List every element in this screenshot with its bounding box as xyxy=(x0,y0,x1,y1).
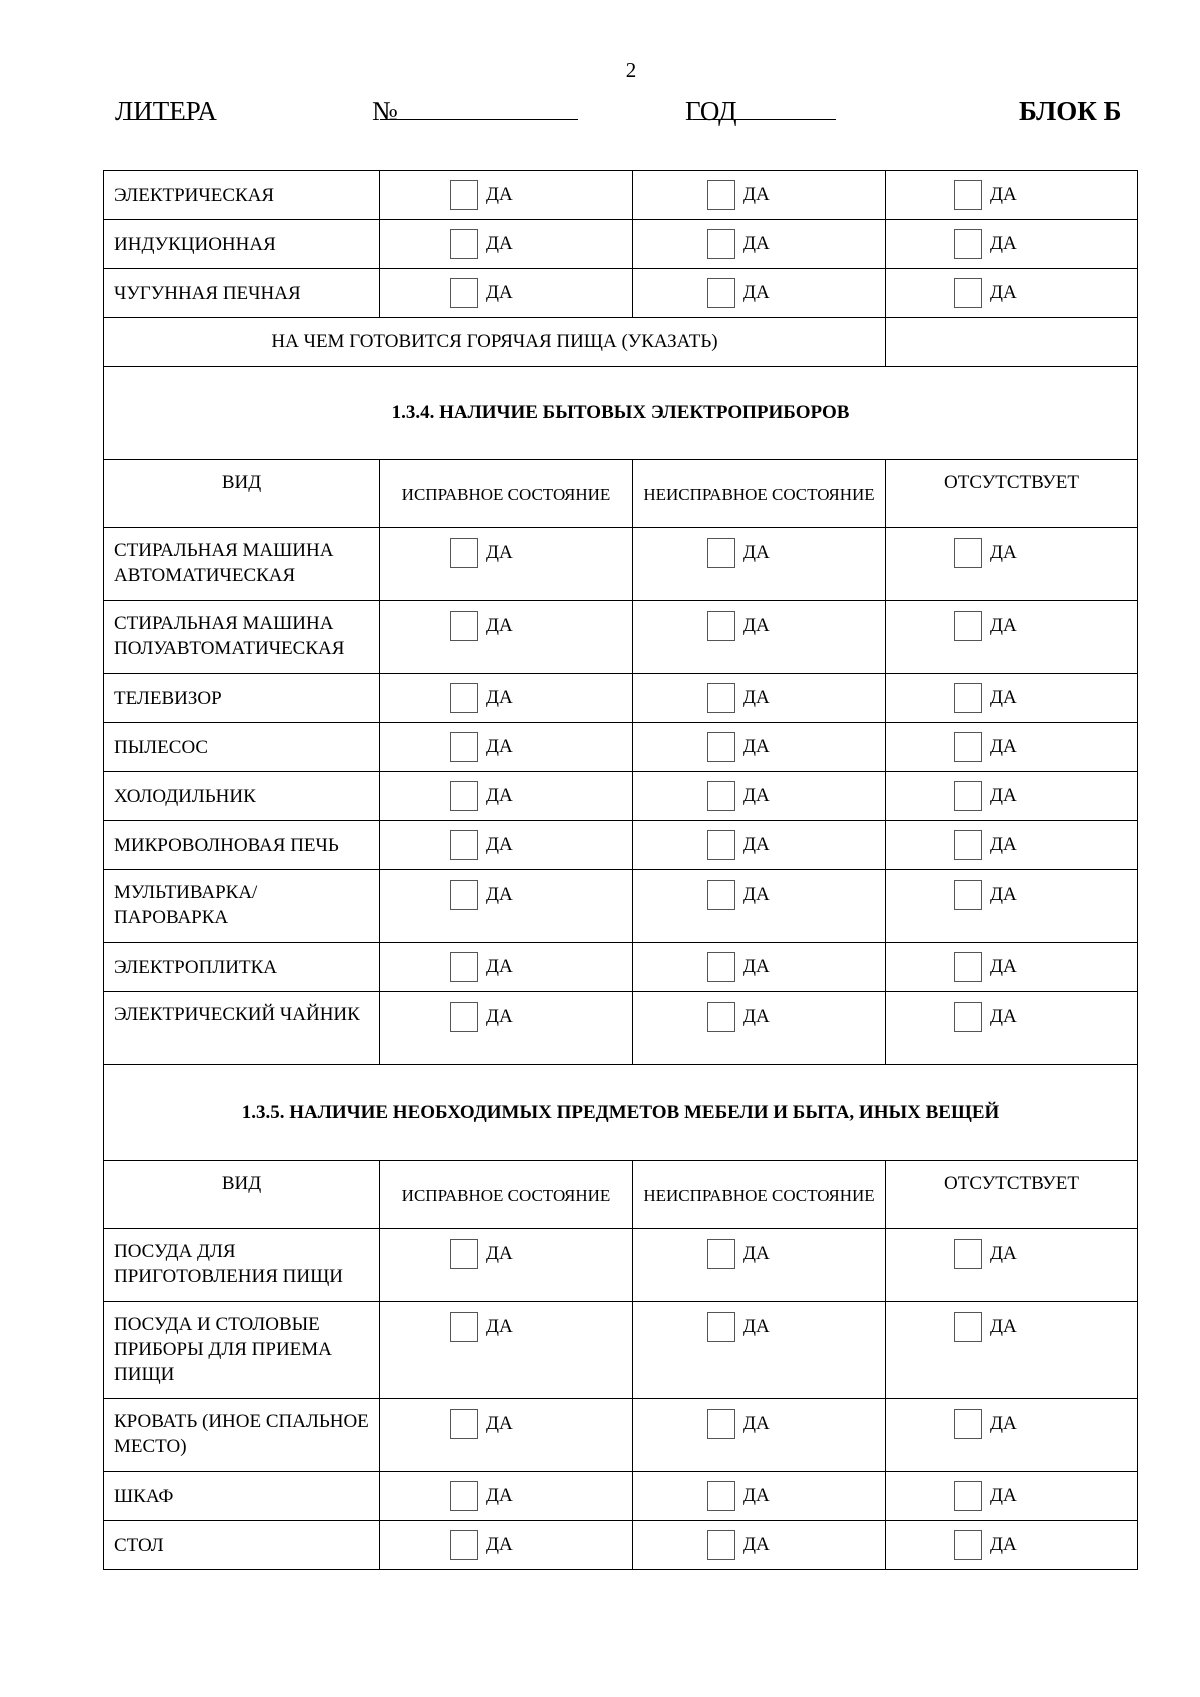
section_134-item-4-faulty-checkbox[interactable] xyxy=(707,732,735,762)
section_134-item-8-working-cell xyxy=(380,943,633,992)
section_134-item-3-working-checkbox[interactable] xyxy=(450,683,478,713)
section_135-title: 1.3.5. НАЛИЧИЕ НЕОБХОДИМЫХ ПРЕДМЕТОВ МЕБЕЛИ И БЫТА, ИНЫХ ВЕЩЕЙ xyxy=(104,1065,1138,1161)
option xyxy=(380,683,632,713)
section_134-item-1-faulty-cell xyxy=(633,528,886,601)
option-label: ДА xyxy=(990,1243,1017,1264)
section_134-item-2-absent-cell xyxy=(886,601,1138,674)
section_135-column-header xyxy=(104,1161,380,1229)
section_134-item-4-faulty-cell xyxy=(633,723,886,772)
section_134-item-8-row xyxy=(104,943,1138,992)
option xyxy=(380,601,632,641)
form-table xyxy=(103,170,1138,1570)
section_135-item-5-faulty-checkbox[interactable] xyxy=(707,1530,735,1560)
option xyxy=(380,1229,632,1269)
section_135-item-3-working-checkbox[interactable] xyxy=(450,1409,478,1439)
option-label: ДА xyxy=(990,687,1017,708)
option xyxy=(886,732,1137,762)
section_134-item-1-row xyxy=(104,528,1138,601)
section_134-item-9-faulty-checkbox[interactable] xyxy=(707,1002,735,1032)
section_135-item-2-working-checkbox[interactable] xyxy=(450,1312,478,1342)
section_134-item-8-absent-checkbox[interactable] xyxy=(954,952,982,982)
section_134-item-7-working-checkbox[interactable] xyxy=(450,880,478,910)
section_135-item-4-absent-cell xyxy=(886,1472,1138,1521)
option xyxy=(633,1302,885,1342)
option xyxy=(380,1530,632,1560)
section_134-item-4-row xyxy=(104,723,1138,772)
stove-3-working-cell xyxy=(380,269,633,318)
option xyxy=(886,601,1137,641)
option xyxy=(886,1399,1137,1439)
section_134-item-4-absent-cell xyxy=(886,723,1138,772)
option xyxy=(380,528,632,568)
section_134-item-1-absent-checkbox[interactable] xyxy=(954,538,982,568)
option xyxy=(886,278,1137,308)
option xyxy=(380,1302,632,1342)
stove-2-label: ИНДУКЦИОННАЯ xyxy=(104,220,380,269)
option-label: ДА xyxy=(990,736,1017,757)
option-label: ДА xyxy=(990,785,1017,806)
option xyxy=(633,870,885,910)
section_134-item-1-working-checkbox[interactable] xyxy=(450,538,478,568)
column-header-text: НЕИСПРАВНОЕ СОСТОЯНИЕ xyxy=(643,485,875,504)
option-label: ДА xyxy=(743,834,770,855)
option-label: ДА xyxy=(990,184,1017,205)
option-label: ДА xyxy=(743,1485,770,1506)
option xyxy=(633,1229,885,1269)
section_135-item-5-working-checkbox[interactable] xyxy=(450,1530,478,1560)
number-field[interactable] xyxy=(380,97,578,120)
stove-2-faulty-cell xyxy=(633,220,886,269)
section_134-item-2-faulty-checkbox[interactable] xyxy=(707,611,735,641)
section_134-item-8-label: ЭЛЕКТРОПЛИТКА xyxy=(104,943,380,992)
section_135-column-header xyxy=(633,1161,886,1229)
stove-2-working-cell xyxy=(380,220,633,269)
section_134-item-6-faulty-checkbox[interactable] xyxy=(707,830,735,860)
option-label: ДА xyxy=(486,233,513,254)
option xyxy=(380,870,632,910)
option-label: ДА xyxy=(990,1006,1017,1027)
option-label: ДА xyxy=(486,736,513,757)
stove-1-absent-cell xyxy=(886,171,1138,220)
section_134-item-5-row xyxy=(104,772,1138,821)
section_134-item-9-label: ЭЛЕКТРИЧЕСКИЙ ЧАЙНИК xyxy=(104,992,380,1065)
section_134-item-3-absent-checkbox[interactable] xyxy=(954,683,982,713)
stove-3-faulty-checkbox[interactable] xyxy=(707,278,735,308)
option xyxy=(886,229,1137,259)
option xyxy=(886,870,1137,910)
option xyxy=(633,992,885,1032)
option xyxy=(633,683,885,713)
stove-3-label: ЧУГУННАЯ ПЕЧНАЯ xyxy=(104,269,380,318)
section_134-column-header xyxy=(380,460,633,528)
option xyxy=(633,732,885,762)
option-label: ДА xyxy=(486,542,513,563)
section_134-item-5-label: ХОЛОДИЛЬНИК xyxy=(104,772,380,821)
section_135-item-4-working-cell xyxy=(380,1472,633,1521)
section_134-item-2-label: СТИРАЛЬНАЯ МАШИНА ПОЛУАВТОМАТИЧЕСКАЯ xyxy=(104,601,380,674)
option-label: ДА xyxy=(486,956,513,977)
option-label: ДА xyxy=(486,884,513,905)
section_135-item-3-faulty-cell xyxy=(633,1399,886,1472)
section_134-item-5-absent-checkbox[interactable] xyxy=(954,781,982,811)
option-label: ДА xyxy=(486,1006,513,1027)
section_135-item-4-working-checkbox[interactable] xyxy=(450,1481,478,1511)
section_134-item-6-row xyxy=(104,821,1138,870)
column-header-text: НЕИСПРАВНОЕ СОСТОЯНИЕ xyxy=(643,1186,875,1205)
stove-2-absent-cell xyxy=(886,220,1138,269)
section_135-item-2-absent-checkbox[interactable] xyxy=(954,1312,982,1342)
page-number: 2 xyxy=(625,58,637,82)
section_134-item-4-working-cell xyxy=(380,723,633,772)
option-label: ДА xyxy=(990,1413,1017,1434)
option-label: ДА xyxy=(990,884,1017,905)
section_134-item-3-faulty-cell xyxy=(633,674,886,723)
section_134-column-header xyxy=(104,460,380,528)
option xyxy=(633,278,885,308)
section_134-item-7-absent-cell xyxy=(886,870,1138,943)
section_135-item-2-row xyxy=(104,1302,1138,1399)
section_134-column-header-row xyxy=(104,460,1138,528)
number-label: № xyxy=(372,96,398,126)
hot-food-label: НА ЧЕМ ГОТОВИТСЯ ГОРЯЧАЯ ПИЩА (УКАЗАТЬ) xyxy=(104,318,886,367)
stove-1-faulty-checkbox[interactable] xyxy=(707,180,735,210)
section_134-item-6-working-checkbox[interactable] xyxy=(450,830,478,860)
option xyxy=(633,601,885,641)
section_135-item-1-row xyxy=(104,1229,1138,1302)
section_134-item-2-row xyxy=(104,601,1138,674)
section_134-item-6-absent-cell xyxy=(886,821,1138,870)
stove-3-absent-cell xyxy=(886,269,1138,318)
stove-3-working-checkbox[interactable] xyxy=(450,278,478,308)
option xyxy=(886,952,1137,982)
option-label: ДА xyxy=(743,615,770,636)
section_134-item-2-faulty-cell xyxy=(633,601,886,674)
section_134-item-9-faulty-cell xyxy=(633,992,886,1065)
option xyxy=(633,1530,885,1560)
section_135-item-5-faulty-cell xyxy=(633,1521,886,1570)
section_134-item-6-label: МИКРОВОЛНОВАЯ ПЕЧЬ xyxy=(104,821,380,870)
section_135-item-2-faulty-checkbox[interactable] xyxy=(707,1312,735,1342)
option-label: ДА xyxy=(743,282,770,303)
option xyxy=(886,180,1137,210)
option-label: ДА xyxy=(990,1534,1017,1555)
section_135-item-1-faulty-checkbox[interactable] xyxy=(707,1239,735,1269)
option-label: ДА xyxy=(990,1485,1017,1506)
option-label: ДА xyxy=(486,1534,513,1555)
section_135-item-4-faulty-cell xyxy=(633,1472,886,1521)
option xyxy=(380,1399,632,1439)
section_134-item-2-working-cell xyxy=(380,601,633,674)
section_134-item-4-label: ПЫЛЕСОС xyxy=(104,723,380,772)
section_134-item-2-working-checkbox[interactable] xyxy=(450,611,478,641)
section_134-item-2-absent-checkbox[interactable] xyxy=(954,611,982,641)
section_135-item-1-faulty-cell xyxy=(633,1229,886,1302)
option-label: ДА xyxy=(743,233,770,254)
stove-1-label: ЭЛЕКТРИЧЕСКАЯ xyxy=(104,171,380,220)
option-label: ДА xyxy=(990,834,1017,855)
stove-2-working-checkbox[interactable] xyxy=(450,229,478,259)
section_134-item-7-label: МУЛЬТИВАРКА/ ПАРОВАРКА xyxy=(104,870,380,943)
section_134-item-8-faulty-cell xyxy=(633,943,886,992)
section_135-item-5-working-cell xyxy=(380,1521,633,1570)
option-label: ДА xyxy=(486,282,513,303)
section_134-item-6-absent-checkbox[interactable] xyxy=(954,830,982,860)
option-label: ДА xyxy=(486,615,513,636)
section_134-item-1-absent-cell xyxy=(886,528,1138,601)
block-label: БЛОК Б xyxy=(1019,96,1122,126)
section_134-item-5-absent-cell xyxy=(886,772,1138,821)
option xyxy=(380,781,632,811)
section_134-item-7-faulty-checkbox[interactable] xyxy=(707,880,735,910)
column-header-text: ОТСУТСТВУЕТ xyxy=(944,472,1079,493)
option xyxy=(633,1399,885,1439)
column-header-text: ИСПРАВНОЕ СОСТОЯНИЕ xyxy=(401,1186,611,1205)
section_135-item-5-absent-checkbox[interactable] xyxy=(954,1530,982,1560)
column-header-text: ОТСУТСТВУЕТ xyxy=(944,1173,1079,1194)
stove-3-faulty-cell xyxy=(633,269,886,318)
option-label: ДА xyxy=(743,884,770,905)
section_135-item-5-row xyxy=(104,1521,1138,1570)
section_135-item-1-label: ПОСУДА ДЛЯ ПРИГОТОВЛЕНИЯ ПИЩИ xyxy=(104,1229,380,1302)
stove-2-absent-checkbox[interactable] xyxy=(954,229,982,259)
section_134-item-9-absent-cell xyxy=(886,992,1138,1065)
section_135-column-header-row xyxy=(104,1161,1138,1229)
option-label: ДА xyxy=(486,1485,513,1506)
option-label: ДА xyxy=(486,785,513,806)
option xyxy=(633,528,885,568)
year-label: ГОД xyxy=(685,96,737,126)
section_135-item-1-working-checkbox[interactable] xyxy=(450,1239,478,1269)
section_134-item-9-absent-checkbox[interactable] xyxy=(954,1002,982,1032)
option-label: ДА xyxy=(990,1316,1017,1337)
option-label: ДА xyxy=(743,1413,770,1434)
option xyxy=(886,781,1137,811)
section_135-item-4-faulty-checkbox[interactable] xyxy=(707,1481,735,1511)
hot-food-row xyxy=(104,318,1138,367)
section_134-item-8-working-checkbox[interactable] xyxy=(450,952,478,982)
option xyxy=(633,1481,885,1511)
option xyxy=(886,528,1137,568)
option-label: ДА xyxy=(743,1243,770,1264)
section_134-item-6-working-cell xyxy=(380,821,633,870)
option xyxy=(380,732,632,762)
section_134-item-4-working-checkbox[interactable] xyxy=(450,732,478,762)
section_134-item-5-faulty-checkbox[interactable] xyxy=(707,781,735,811)
option-label: ДА xyxy=(990,282,1017,303)
stove-3-absent-checkbox[interactable] xyxy=(954,278,982,308)
option xyxy=(380,278,632,308)
section_134-item-3-row xyxy=(104,674,1138,723)
option xyxy=(633,830,885,860)
section_134-item-9-working-checkbox[interactable] xyxy=(450,1002,478,1032)
section_134-item-7-working-cell xyxy=(380,870,633,943)
section_134-title: 1.3.4. НАЛИЧИЕ БЫТОВЫХ ЭЛЕКТРОПРИБОРОВ xyxy=(104,367,1138,460)
section_135-item-3-label: КРОВАТЬ (ИНОЕ СПАЛЬНОЕ МЕСТО) xyxy=(104,1399,380,1472)
section_134-item-3-working-cell xyxy=(380,674,633,723)
option-label: ДА xyxy=(743,184,770,205)
option-label: ДА xyxy=(743,687,770,708)
section_135-column-header xyxy=(380,1161,633,1229)
option xyxy=(633,952,885,982)
section_134-item-5-working-checkbox[interactable] xyxy=(450,781,478,811)
hot-food-answer-field[interactable] xyxy=(886,318,1138,367)
section_134-title-row xyxy=(104,367,1138,460)
option xyxy=(886,1481,1137,1511)
option xyxy=(633,229,885,259)
section_134-item-3-faulty-checkbox[interactable] xyxy=(707,683,735,713)
section_134-item-3-absent-cell xyxy=(886,674,1138,723)
option xyxy=(886,992,1137,1032)
section_135-item-3-absent-checkbox[interactable] xyxy=(954,1409,982,1439)
option xyxy=(886,830,1137,860)
column-header-text: ВИД xyxy=(221,472,262,493)
litera-label: ЛИТЕРА xyxy=(115,96,217,126)
option xyxy=(380,1481,632,1511)
section_135-item-3-absent-cell xyxy=(886,1399,1138,1472)
form-header xyxy=(115,96,1127,136)
option xyxy=(886,1302,1137,1342)
section_134-item-5-working-cell xyxy=(380,772,633,821)
stove-1-working-checkbox[interactable] xyxy=(450,180,478,210)
option xyxy=(380,952,632,982)
stove-2-faulty-checkbox[interactable] xyxy=(707,229,735,259)
section_135-item-1-absent-cell xyxy=(886,1229,1138,1302)
option-label: ДА xyxy=(486,1243,513,1264)
option xyxy=(380,180,632,210)
option-label: ДА xyxy=(990,233,1017,254)
section_134-item-5-faulty-cell xyxy=(633,772,886,821)
section_135-item-1-absent-checkbox[interactable] xyxy=(954,1239,982,1269)
section_135-item-4-label: ШКАФ xyxy=(104,1472,380,1521)
section_134-item-9-row xyxy=(104,992,1138,1065)
section_135-item-2-working-cell xyxy=(380,1302,633,1399)
option-label: ДА xyxy=(743,1534,770,1555)
section_135-item-2-absent-cell xyxy=(886,1302,1138,1399)
section_134-item-7-faulty-cell xyxy=(633,870,886,943)
column-header-text: ИСПРАВНОЕ СОСТОЯНИЕ xyxy=(401,485,611,504)
section_134-item-1-faulty-checkbox[interactable] xyxy=(707,538,735,568)
section_134-item-4-absent-checkbox[interactable] xyxy=(954,732,982,762)
option-label: ДА xyxy=(486,834,513,855)
stove-1-faulty-cell xyxy=(633,171,886,220)
section_134-item-9-working-cell xyxy=(380,992,633,1065)
stove-1-working-cell xyxy=(380,171,633,220)
option xyxy=(633,781,885,811)
section_134-item-3-label: ТЕЛЕВИЗОР xyxy=(104,674,380,723)
section_135-column-header xyxy=(886,1161,1138,1229)
option-label: ДА xyxy=(743,736,770,757)
option xyxy=(380,229,632,259)
stove-3-row xyxy=(104,269,1138,318)
option xyxy=(380,992,632,1032)
section_135-title-row xyxy=(104,1065,1138,1161)
section_134-item-8-absent-cell xyxy=(886,943,1138,992)
option-label: ДА xyxy=(743,956,770,977)
section_135-item-3-working-cell xyxy=(380,1399,633,1472)
section_135-item-3-row xyxy=(104,1399,1138,1472)
option-label: ДА xyxy=(990,956,1017,977)
section_135-item-4-row xyxy=(104,1472,1138,1521)
option-label: ДА xyxy=(486,687,513,708)
option xyxy=(633,180,885,210)
section_134-item-1-label: СТИРАЛЬНАЯ МАШИНА АВТОМАТИЧЕСКАЯ xyxy=(104,528,380,601)
section_134-column-header xyxy=(886,460,1138,528)
column-header-text: ВИД xyxy=(221,1173,262,1194)
option-label: ДА xyxy=(743,1006,770,1027)
section_135-item-2-label: ПОСУДА И СТОЛОВЫЕ ПРИБОРЫ ДЛЯ ПРИЕМА ПИЩИ xyxy=(104,1302,380,1399)
option-label: ДА xyxy=(990,542,1017,563)
option xyxy=(380,830,632,860)
section_135-item-2-faulty-cell xyxy=(633,1302,886,1399)
section_135-item-4-absent-checkbox[interactable] xyxy=(954,1481,982,1511)
option-label: ДА xyxy=(743,542,770,563)
option xyxy=(886,1530,1137,1560)
option-label: ДА xyxy=(486,184,513,205)
section_134-item-7-row xyxy=(104,870,1138,943)
section_135-item-1-working-cell xyxy=(380,1229,633,1302)
section_135-item-5-absent-cell xyxy=(886,1521,1138,1570)
stove-1-row xyxy=(104,171,1138,220)
option xyxy=(886,683,1137,713)
option-label: ДА xyxy=(990,615,1017,636)
section_134-column-header xyxy=(633,460,886,528)
stove-2-row xyxy=(104,220,1138,269)
section_134-item-7-absent-checkbox[interactable] xyxy=(954,880,982,910)
option xyxy=(886,1229,1137,1269)
section_134-item-1-working-cell xyxy=(380,528,633,601)
section_134-item-6-faulty-cell xyxy=(633,821,886,870)
option-label: ДА xyxy=(743,1316,770,1337)
section_134-item-8-faulty-checkbox[interactable] xyxy=(707,952,735,982)
stove-1-absent-checkbox[interactable] xyxy=(954,180,982,210)
option-label: ДА xyxy=(486,1316,513,1337)
section_135-item-5-label: СТОЛ xyxy=(104,1521,380,1570)
option-label: ДА xyxy=(743,785,770,806)
option-label: ДА xyxy=(486,1413,513,1434)
section_135-item-3-faulty-checkbox[interactable] xyxy=(707,1409,735,1439)
